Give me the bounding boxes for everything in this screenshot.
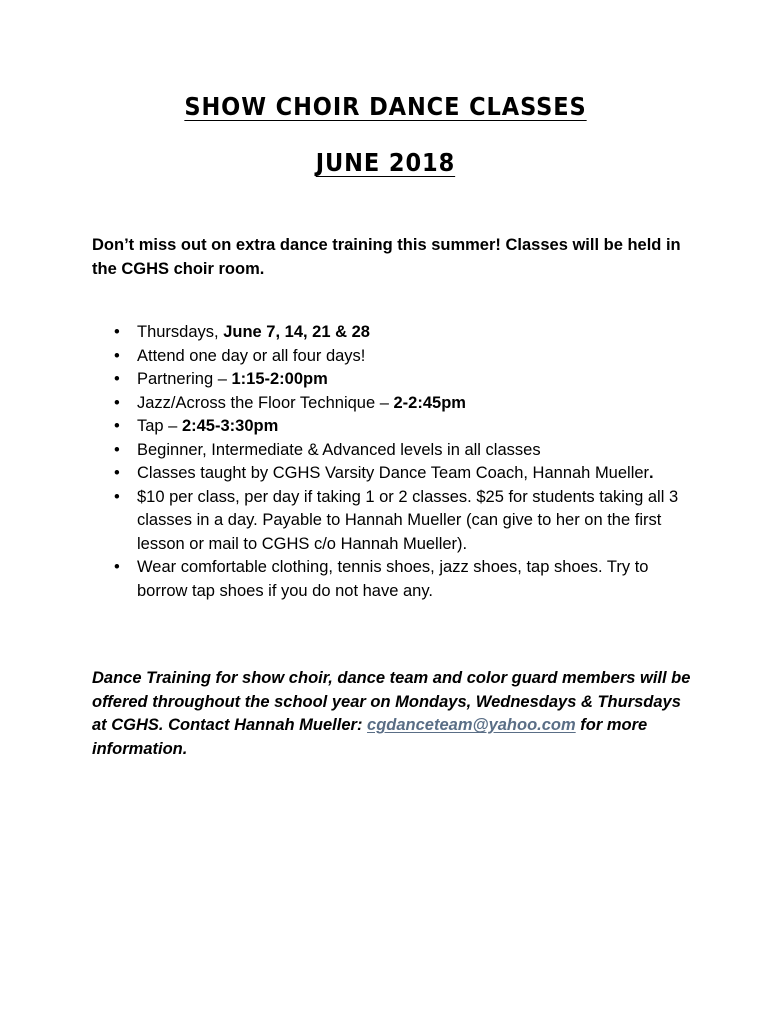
closing-paragraph [92,667,692,761]
list-item: • Thursdays, June 7, 14, 21 & 28 [92,321,692,345]
list-item: • Wear comfortable clothing, tennis shoes, jazz shoes, tap shoes. Try to borrow tap shoes if you do not have any. [92,556,692,603]
list-item: • Beginner, Intermediate & Advanced levels in all classes [92,439,692,463]
page-subtitle-date: JUNE 2018 [315,148,455,177]
details-list [92,321,692,603]
closing-suffix: for more information. [92,716,648,758]
title-block [0,92,770,178]
list-item: • Jazz/Across the Floor Technique – 2-2:45pm [92,392,692,416]
list-item: • $10 per class, per day if taking 1 or 2 classes. $25 for students taking all 3 classes in a day. Payable to Hannah Mueller (can give to her on the first lesson or mail to CGHS c/o Hannah Mueller). [92,486,692,557]
list-item: • Partnering – 1:15-2:00pm [92,368,692,392]
email-link[interactable]: cgdanceteam@yahoo.com [367,716,576,734]
list-item: • Attend one day or all four days! [92,345,692,369]
list-item: • Classes taught by CGHS Varsity Dance Team Coach, Hannah Mueller. [92,462,692,486]
page-title: SHOW CHOIR DANCE CLASSES [183,92,587,121]
intro-paragraph: Don’t miss out on extra dance training this summer! Classes will be held in the CGHS choir room. [92,236,681,278]
closing-text: Dance Training for show choir, dance team and color guard members will be offered throughout the school year on Mondays, Wednesdays & Thursdays at CGHS. Contact Hannah Mueller: [92,669,691,734]
list-item: • Tap – 2:45-3:30pm [92,415,692,439]
